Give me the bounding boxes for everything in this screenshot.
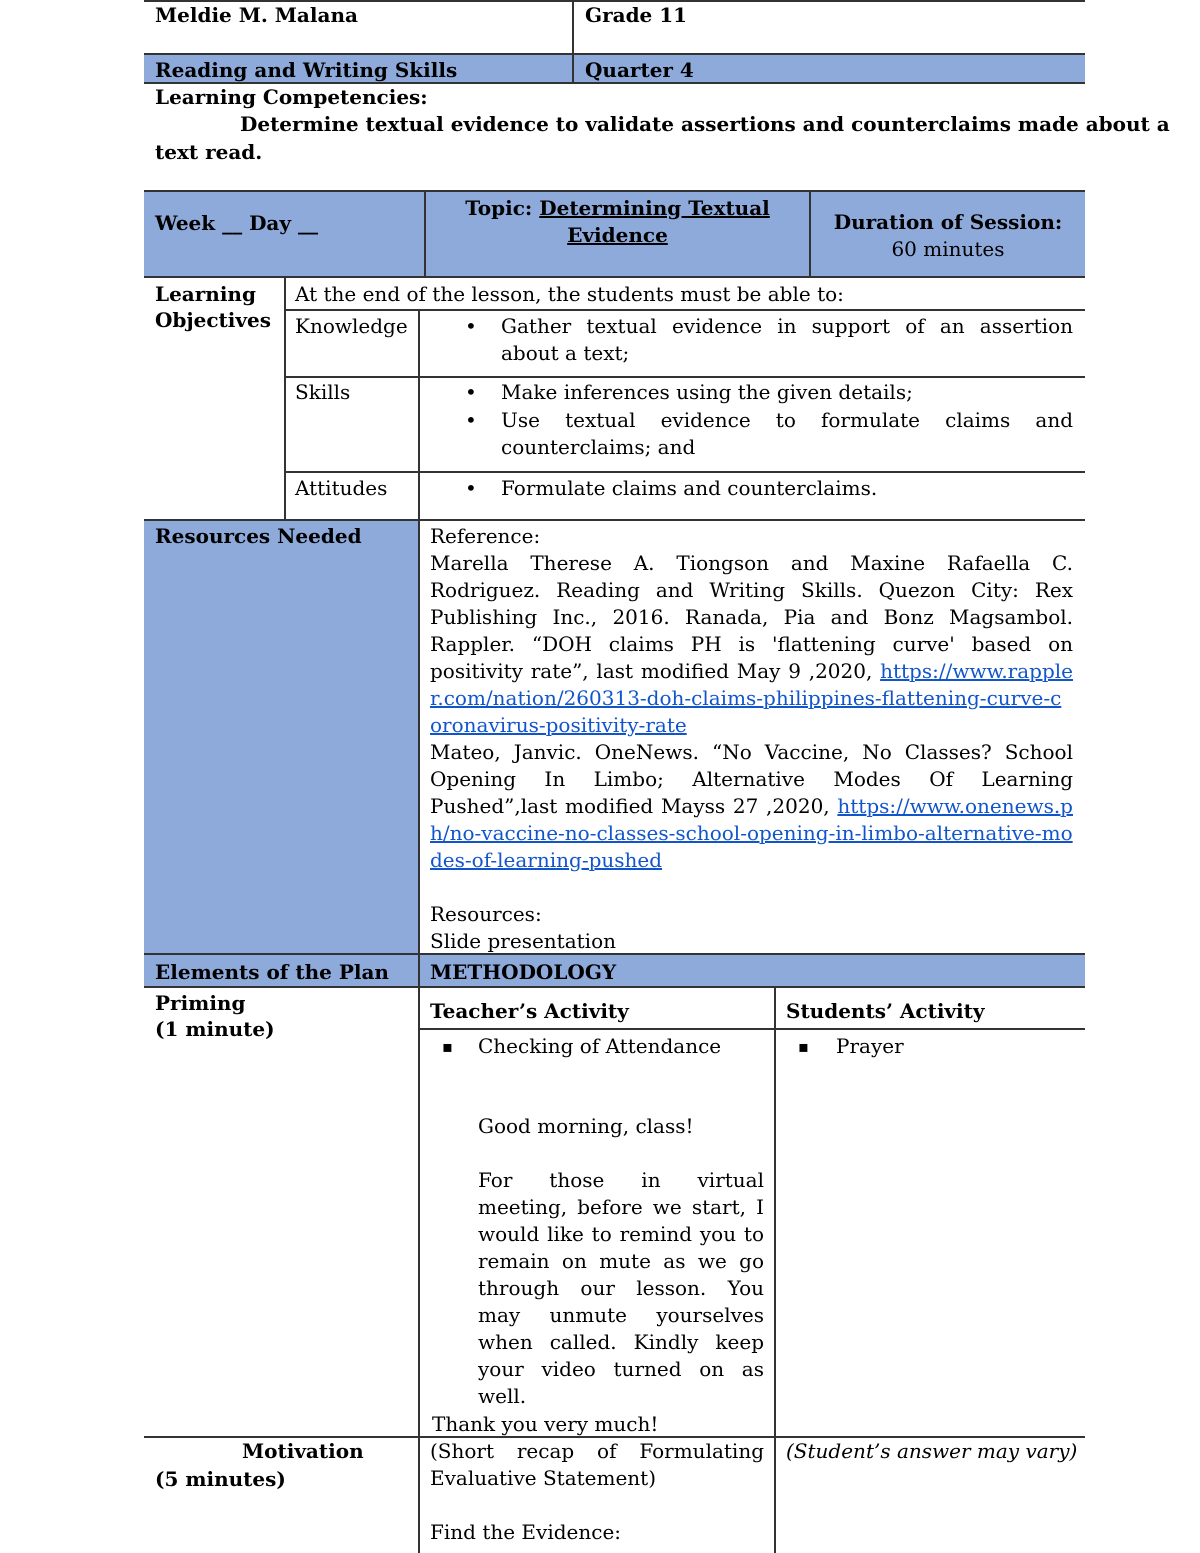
activity-col-divider bbox=[774, 988, 776, 1553]
skills-item-1: Make inferences using the given details; bbox=[501, 380, 913, 404]
reference-2-link[interactable]: https://www.onenews.ph/no-vaccine-no-classes-school-opening-in-limbo-alternative-modes-of-learning-pushed bbox=[430, 794, 1073, 872]
duration-value: 60 minutes bbox=[891, 237, 1005, 261]
objectives-intro-border bbox=[286, 309, 1085, 311]
quarter-label: Quarter 4 bbox=[585, 58, 694, 82]
topic-title-line1: Determining Textual bbox=[539, 196, 770, 220]
grade-level: Grade 11 bbox=[585, 3, 688, 27]
motivation-student-text: (Student’s answer may vary) bbox=[786, 1439, 1078, 1463]
skills-bullet-2: • bbox=[465, 408, 477, 432]
domain-attitudes: Attitudes bbox=[295, 476, 388, 500]
reference-2 bbox=[430, 739, 1073, 874]
objectives-label-line2: Objectives bbox=[155, 308, 271, 332]
elements-label: Elements of the Plan bbox=[155, 960, 389, 984]
priming-student-item: Prayer bbox=[836, 1034, 904, 1058]
domain-knowledge: Knowledge bbox=[295, 314, 408, 338]
attitudes-bullet-1: • bbox=[465, 476, 477, 500]
domain-skills: Skills bbox=[295, 380, 351, 404]
subject-name: Reading and Writing Skills bbox=[155, 58, 458, 82]
reference-label: Reference: bbox=[430, 524, 541, 548]
resources-label-fill bbox=[144, 521, 418, 953]
knowledge-bullet-1: • bbox=[465, 314, 477, 338]
skills-bullet-1: • bbox=[465, 380, 477, 404]
students-activity-label: Students’ Activity bbox=[786, 999, 985, 1023]
motivation-label-line1: Motivation bbox=[242, 1439, 364, 1463]
reference-1 bbox=[430, 550, 1073, 739]
competencies-label: Learning Competencies: bbox=[155, 85, 428, 109]
priming-label-line1: Priming bbox=[155, 991, 246, 1015]
reference-1-text: Marella Therese A. Tiongson and Maxine Rafaella C. Rodriguez. Reading and Writing Skills. Quezon City: Rex Publishing Inc., 2016. Ranada, Pia and Bonz Magsambol. Rappler. “DOH claims PH is 'flattening curve' based on positivity rate”, last modified May 9 ,2020, bbox=[430, 551, 1073, 683]
knowledge-item-1: Gather textual evidence in support of an assertion about a text; bbox=[501, 314, 1073, 365]
objectives-intro: At the end of the lesson, the students must be able to: bbox=[295, 282, 844, 306]
objectives-col-divider bbox=[284, 278, 286, 520]
priming-thanks: Thank you very much! bbox=[432, 1412, 659, 1436]
skills-bottom-border bbox=[286, 471, 1085, 473]
teacher-name: Meldie M. Malana bbox=[155, 3, 358, 27]
resources-value: Slide presentation bbox=[430, 929, 616, 953]
topic-title-line2: Evidence bbox=[567, 223, 668, 247]
priming-student-bullet: ▪ bbox=[798, 1037, 809, 1056]
resources-label: Resources Needed bbox=[155, 524, 362, 548]
duration-cell bbox=[811, 209, 1085, 263]
priming-greeting: Good morning, class! bbox=[478, 1114, 694, 1138]
skills-item-2: Use textual evidence to formulate claims and counterclaims; and bbox=[501, 408, 1073, 459]
reference-2-text: Mateo, Janvic. OneNews. “No Vaccine, No Classes? School Opening In Limbo; Alternative Modes Of Learning Pushed”,last modified Mayss 27 ,2020, bbox=[430, 740, 1073, 818]
competencies-text-line2: text read. bbox=[155, 140, 263, 164]
priming-teacher-bullet: ▪ bbox=[442, 1037, 453, 1056]
motivation-teacher-text: (Short recap of Formulating Evaluative Statement) bbox=[430, 1439, 764, 1490]
priming-label-line2: (1 minute) bbox=[155, 1017, 275, 1041]
priming-reminder: For those in virtual meeting, before we start, I would like to remind you to remain on mute as we go through our lesson. You may unmute yourselves when called. Kindly keep your video turned on as well. bbox=[478, 1168, 764, 1408]
plan-header-bottom-border bbox=[144, 986, 1085, 988]
reference-1-link[interactable]: https://www.rappler.com/nation/260313-doh-claims-philippines-flattening-curve-coronavirus-positivity-rate bbox=[430, 659, 1073, 737]
activity-header-border bbox=[420, 1028, 1085, 1030]
competencies-text-line1: Determine textual evidence to validate assertions and counterclaims made about a bbox=[240, 112, 1170, 136]
motivation-find-evidence: Find the Evidence: bbox=[430, 1520, 622, 1544]
topic-label: Topic: bbox=[465, 196, 540, 220]
topic-cell bbox=[426, 195, 809, 249]
main-col-divider bbox=[418, 519, 420, 1553]
objectives-domain-divider bbox=[418, 311, 420, 520]
methodology-label: METHODOLOGY bbox=[430, 960, 617, 984]
priming-teacher-item: Checking of Attendance bbox=[478, 1034, 722, 1058]
objectives-label-line1: Learning bbox=[155, 282, 256, 306]
teacher-activity-label: Teacher’s Activity bbox=[430, 999, 629, 1023]
week-day: Week __ Day __ bbox=[155, 211, 318, 235]
duration-label: Duration of Session: bbox=[833, 210, 1063, 234]
attitudes-item-1: Formulate claims and counterclaims. bbox=[501, 476, 878, 500]
resources-sublabel: Resources: bbox=[430, 902, 542, 926]
knowledge-bottom-border bbox=[286, 376, 1085, 378]
motivation-label-line2: (5 minutes) bbox=[155, 1467, 286, 1491]
